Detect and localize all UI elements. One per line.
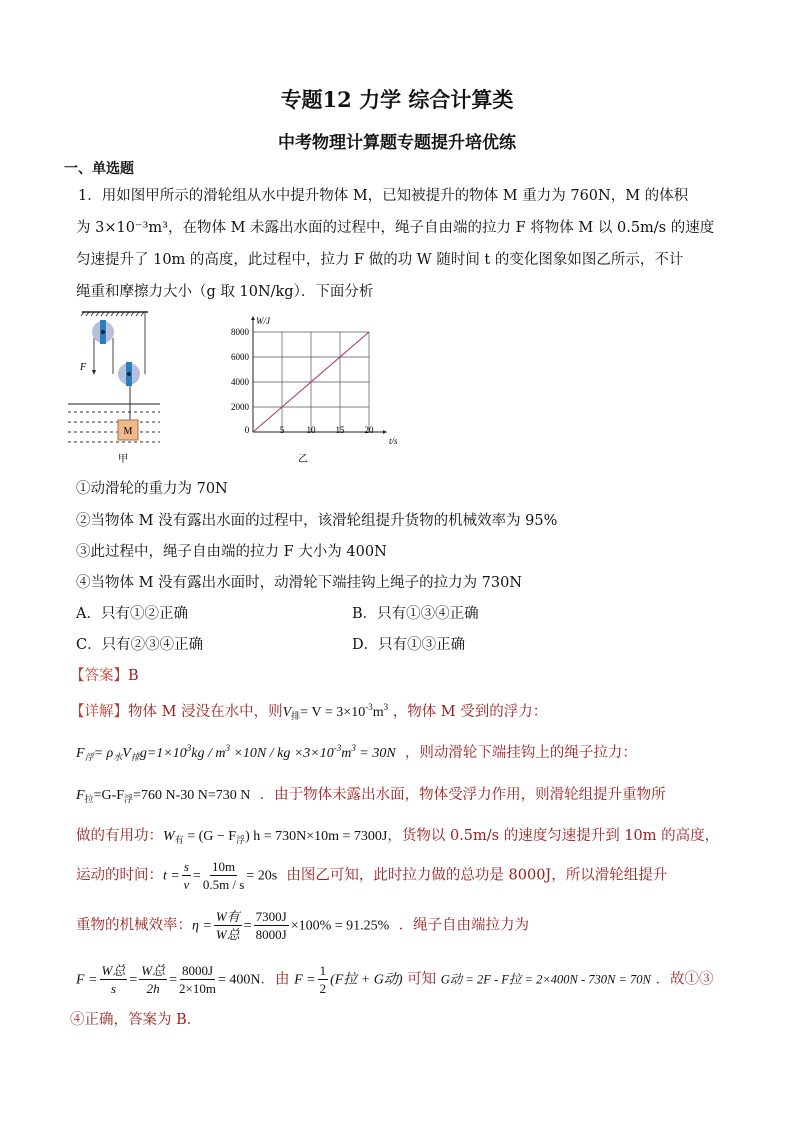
statement: ②当物体 M 没有露出水面的过程中，该滑轮组提升货物的机械效率为 95% — [76, 513, 558, 529]
formula: 2×10m — [179, 981, 216, 996]
formula: kg / m — [191, 746, 226, 761]
question-line: 为 3×10⁻³m³，在物体 M 未露出水面的过程中，绳子自由端的拉力 F 将物体 M 以 0.5m/s 的速度 — [76, 220, 715, 236]
formula: = 20s — [246, 868, 278, 884]
text: ．故①③ — [655, 971, 714, 988]
formula: m — [372, 705, 384, 720]
text: 由图乙可知，此时拉力做的总功是 8000J，所以滑轮组提升 — [286, 867, 668, 884]
formula: V — [282, 705, 292, 720]
formula: W — [163, 829, 175, 844]
formula: = — [129, 972, 138, 988]
y-axis-label: W/J — [256, 316, 270, 326]
x-tick-label: 15 — [335, 425, 345, 435]
detail-line-3 — [76, 783, 666, 805]
formula: 0.5m / s — [202, 877, 245, 892]
formula: ×10N / kg ×3×10 — [229, 746, 334, 761]
formula: F — [76, 788, 85, 803]
formula: η = — [192, 918, 212, 934]
formula: F = — [294, 972, 316, 988]
formula: 10m — [212, 859, 236, 874]
option-d: D．只有①③正确 — [352, 637, 466, 653]
answer-line — [70, 664, 139, 685]
formula: (F拉 + G动) — [330, 972, 403, 988]
formula: ×100% = 91.25% — [290, 918, 390, 934]
formula: 8000J — [255, 927, 287, 942]
work-time-chart — [225, 310, 415, 470]
x-tick-label: 0 — [244, 425, 250, 435]
formula: 有 — [174, 835, 184, 845]
formula: 浮 — [124, 794, 134, 804]
formula: = — [192, 868, 201, 884]
formula: G动 = 2F - F拉 = 2×400N - 730N = 70N — [440, 972, 651, 987]
detail-line-4 — [76, 824, 719, 846]
x-tick-label: 5 — [279, 425, 285, 435]
answer-value: B — [128, 668, 139, 684]
formula: ) h = 730N×10m = 7300J — [245, 829, 388, 844]
detail-line-5 — [76, 858, 667, 893]
formula: = ρ — [93, 746, 114, 761]
formula: F = — [76, 972, 98, 988]
formula: s — [110, 981, 116, 996]
fixed-pulley-icon — [92, 320, 114, 344]
text: 做的有用功： — [76, 828, 163, 844]
option-a: A．只有①②正确 — [76, 606, 188, 622]
formula: =G-F — [93, 788, 125, 803]
formula: = V = 3×10 — [300, 705, 366, 720]
statement: ③此过程中，绳子自由端的拉力 F 大小为 400N — [76, 544, 387, 560]
movable-pulley-icon — [118, 362, 140, 386]
page-title: 专题12 力学 综合计算类 — [280, 87, 514, 112]
formula: 拉 — [84, 794, 94, 804]
x-axis-arrow — [383, 430, 387, 434]
formula: 排 — [291, 711, 301, 721]
question-line: 1．用如图甲所示的滑轮组从水中提升物体 M，已知被提升的物体 M 重力为 760N，M 的体积 — [78, 188, 689, 204]
x-axis-label: t/s — [389, 436, 398, 446]
formula: 浮 — [236, 835, 246, 845]
text: 可知 — [407, 971, 437, 988]
formula: -3 — [365, 702, 373, 712]
text: ，则动滑轮下端挂钩上的绳子拉力： — [404, 745, 637, 761]
y-axis-arrow — [251, 316, 255, 320]
formula: 浮 — [84, 752, 94, 762]
formula: 3 — [225, 743, 230, 753]
x-tick-label: 20 — [364, 425, 374, 435]
formula: W总 — [141, 963, 166, 978]
formula: 3 — [351, 743, 356, 753]
question-line: 绳重和摩擦力大小（g 取 10N/kg）．下面分析 — [76, 284, 374, 300]
y-tick-label: 2000 — [231, 402, 249, 412]
formula: 1 — [319, 963, 327, 978]
detail-line-6 — [76, 908, 529, 943]
formula: =760 N-30 N=730 N — [133, 788, 251, 803]
formula: t = — [163, 868, 180, 884]
text: 物体 M 浸没在水中，则 — [128, 704, 283, 720]
formula: V — [122, 746, 131, 761]
detail-line-7 — [76, 962, 713, 997]
formula: W有 — [215, 909, 240, 924]
detail-line-2 — [76, 741, 637, 763]
page-subtitle: 中考物理计算题专题提升培优练 — [278, 133, 516, 153]
detail-line-1 — [70, 700, 547, 722]
formula: 3 — [186, 743, 192, 753]
formula: 7300J — [255, 909, 287, 924]
block-label: M — [123, 426, 133, 437]
formula: -3 — [333, 743, 342, 753]
statement: ①动滑轮的重力为 70N — [76, 481, 228, 497]
text: ．由于物体未露出水面，物体受浮力作用，则滑轮组提升重物所 — [259, 787, 666, 803]
text: 重物的机械效率： — [76, 917, 192, 934]
formula: = — [169, 972, 177, 988]
text: ，物体 M 受到的浮力： — [392, 704, 548, 720]
pulley-figure — [68, 306, 188, 466]
formula: = 30N — [355, 746, 396, 761]
figure-caption: 甲 — [118, 454, 128, 465]
formula: = (G − F — [187, 829, 237, 844]
formula: m — [341, 746, 352, 761]
formula: s — [183, 859, 189, 874]
detail-line-8: ④正确，答案为 B． — [70, 1012, 202, 1028]
y-tick-label: 8000 — [231, 327, 249, 337]
text: 运动的时间： — [76, 867, 163, 884]
formula: = 400N — [217, 972, 261, 988]
formula: = — [243, 918, 252, 934]
option-c: C．只有②③④正确 — [76, 637, 204, 653]
section-heading: 一、单选题 — [64, 161, 134, 177]
formula: g=1×10 — [139, 746, 187, 761]
formula: 2h — [146, 981, 160, 996]
formula: 3 — [383, 702, 389, 712]
formula: F — [76, 746, 85, 761]
y-tick-label: 4000 — [231, 377, 249, 387]
formula: v — [183, 877, 190, 892]
detail-tag: 【详解】 — [70, 704, 128, 720]
text: ．由 — [260, 971, 290, 988]
question-line: 匀速提升了 10m 的高度，此过程中，拉力 F 做的功 W 随时间 t 的变化图象如图乙所示，不计 — [76, 252, 684, 268]
force-label: F — [80, 362, 87, 373]
formula: W总 — [215, 927, 240, 942]
formula: 水 — [113, 752, 123, 762]
x-tick-label: 10 — [306, 425, 316, 435]
text: ，货物以 0.5m/s 的速度匀速提升到 10m 的高度， — [387, 828, 720, 844]
y-tick-label: 6000 — [231, 352, 249, 362]
statement: ④当物体 M 没有露出水面时，动滑轮下端挂钩上绳子的拉力为 730N — [76, 575, 523, 591]
formula: 8000J — [181, 963, 213, 978]
answer-tag: 【答案】 — [70, 668, 128, 684]
text: ．绳子自由端拉力为 — [398, 917, 530, 934]
option-b: B．只有①③④正确 — [352, 606, 479, 622]
formula: 2 — [319, 981, 327, 996]
chart-caption: 乙 — [298, 454, 308, 465]
formula: 排 — [130, 752, 140, 762]
formula: W总 — [101, 963, 126, 978]
